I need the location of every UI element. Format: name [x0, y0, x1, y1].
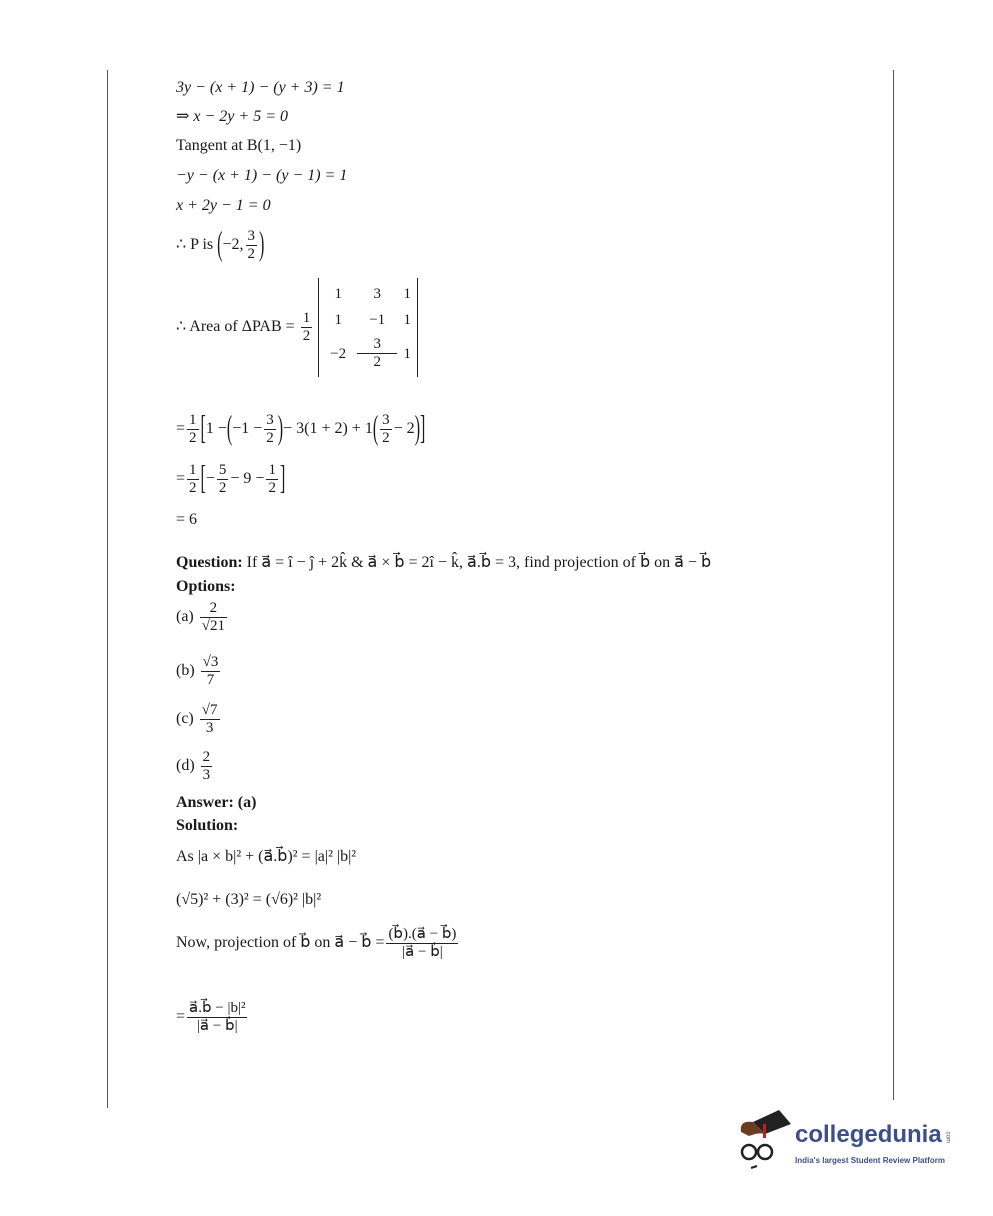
question: [176, 553, 711, 573]
numerator: 1: [189, 412, 197, 428]
term: −1 −: [232, 420, 263, 438]
term: − 9 −: [230, 470, 265, 488]
denominator: 2: [247, 246, 256, 262]
bracket: [: [200, 410, 206, 447]
numerator: 3: [382, 412, 390, 428]
option-value: [201, 749, 213, 784]
denominator: 2: [268, 480, 276, 496]
option-b: [176, 654, 222, 689]
label: ∴ Area of ΔPAB =: [176, 318, 295, 336]
cell: 1: [403, 345, 411, 362]
fraction: [246, 228, 258, 263]
term: −: [205, 470, 215, 488]
left-margin-rule: [107, 70, 108, 1108]
numerator: 3: [247, 228, 256, 244]
projection-result-line: [176, 1000, 249, 1035]
denominator: 2: [382, 430, 390, 446]
numerator: √3: [202, 654, 219, 670]
term: − 2: [393, 420, 415, 438]
solution-line: As |a × b|² + (a⃗.b⃗)² = |a|² |b|²: [176, 848, 357, 865]
numerator: 2: [200, 600, 227, 618]
paren: (: [372, 410, 379, 447]
cell: −1: [369, 312, 386, 328]
result-line: = 6: [176, 511, 198, 528]
projection-line: [176, 926, 460, 961]
expansion-line: [176, 412, 425, 447]
option-key: (b): [176, 662, 195, 680]
cell: 1: [334, 286, 342, 302]
paren: (: [226, 410, 233, 447]
cell: 3: [373, 286, 381, 302]
numerator: 5: [218, 462, 227, 478]
cell: 1: [403, 286, 411, 302]
denominator: |a⃗ − b⃗|: [402, 944, 443, 960]
equation-line: 3y − (x + 1) − (y + 3) = 1: [176, 79, 345, 96]
cell: 1: [334, 312, 342, 328]
paren: (: [217, 226, 223, 263]
numerator: 3: [266, 412, 274, 428]
option-key: (a): [176, 608, 194, 626]
equals: =: [176, 1008, 186, 1026]
paren: ): [414, 410, 421, 447]
equation-line: x + 2y − 1 = 0: [176, 197, 271, 214]
paren: ): [259, 226, 265, 263]
simplify-line: [176, 462, 285, 497]
option-value: [200, 600, 227, 635]
denominator: 2: [302, 328, 311, 344]
logo-tagline: India's largest Student Review Platform: [795, 1156, 945, 1165]
numerator: 3: [357, 336, 397, 354]
fraction-half: [187, 462, 199, 497]
value: −2,: [222, 236, 244, 254]
denominator: 2: [189, 480, 197, 496]
area-determinant-line: [176, 278, 418, 377]
numerator: a⃗.b⃗ − |b|²: [189, 1000, 246, 1016]
term: − 3(1 + 2) + 1: [283, 420, 373, 438]
numerator: (b⃗).(a⃗ − b⃗): [388, 926, 457, 942]
equals: =: [176, 470, 186, 488]
term: 1 −: [205, 420, 227, 438]
text-line: Tangent at B(1, −1): [176, 137, 302, 154]
denominator: 2: [218, 480, 227, 496]
numerator: √7: [201, 702, 218, 718]
fraction-half: [187, 412, 199, 447]
denominator: 2: [189, 430, 197, 446]
fraction: [266, 462, 278, 497]
denominator: 3: [202, 767, 211, 783]
options-heading: [176, 577, 236, 597]
option-c: [176, 702, 222, 737]
bracket: [: [200, 460, 206, 497]
denominator: 2: [266, 430, 274, 446]
label: Now, projection of b⃗ on a⃗ − b⃗ =: [176, 934, 385, 952]
numerator: 1: [189, 462, 197, 478]
collegedunia-logo: [735, 1108, 985, 1178]
fraction: [380, 412, 392, 447]
cell: [357, 336, 397, 371]
mascot-icon: [735, 1108, 793, 1170]
fraction: [264, 412, 276, 447]
numerator: 1: [302, 310, 311, 326]
fraction: [217, 462, 229, 497]
equation-line: −y − (x + 1) − (y − 1) = 1: [176, 167, 348, 184]
determinant: [318, 278, 418, 377]
option-d: [176, 749, 214, 784]
point-p-line: [176, 228, 264, 263]
right-margin-rule: [893, 70, 894, 1100]
fraction-half: [301, 310, 313, 345]
denominator: 2: [373, 354, 381, 370]
options-label: Options:: [176, 578, 236, 595]
denominator: 7: [206, 672, 215, 688]
denominator: √21: [201, 618, 225, 634]
equals: =: [176, 420, 186, 438]
bracket: ]: [420, 410, 426, 447]
option-a: [176, 600, 229, 635]
numerator: 1: [268, 462, 276, 478]
solution-label: Solution:: [176, 817, 239, 834]
fraction: [187, 1000, 247, 1035]
option-value: [201, 654, 221, 689]
logo-suffix: .com: [944, 1130, 951, 1144]
option-key: (d): [176, 757, 195, 775]
paren: ): [277, 410, 284, 447]
equation-line: ⇒ x − 2y + 5 = 0: [176, 108, 288, 125]
denominator: 3: [205, 720, 214, 736]
numerator: 2: [202, 749, 211, 765]
label: ∴ P is: [176, 236, 214, 254]
bracket: ]: [279, 460, 286, 497]
logo-brand: [795, 1120, 952, 1150]
logo-wordmark: collegedunia: [795, 1121, 942, 1148]
cell: −2: [330, 345, 347, 362]
option-key: (c): [176, 710, 194, 728]
answer: [176, 793, 256, 813]
solution-line: (√5)² + (3)² = (√6)² |b|²: [176, 891, 322, 908]
cell: 1: [403, 312, 411, 328]
answer-label: Answer: (a): [176, 794, 257, 811]
solution-heading: [176, 816, 238, 836]
denominator: |a⃗ − b⃗|: [196, 1018, 238, 1034]
question-label: Question:: [176, 554, 243, 571]
option-value: [200, 702, 220, 737]
fraction: [386, 926, 458, 961]
question-text: If a⃗ = î − ĵ + 2k̂ & a⃗ × b⃗ = 2î − k̂, a⃗.b⃗ = 3, find projection of b⃗ on a⃗ − b⃗: [246, 554, 712, 571]
